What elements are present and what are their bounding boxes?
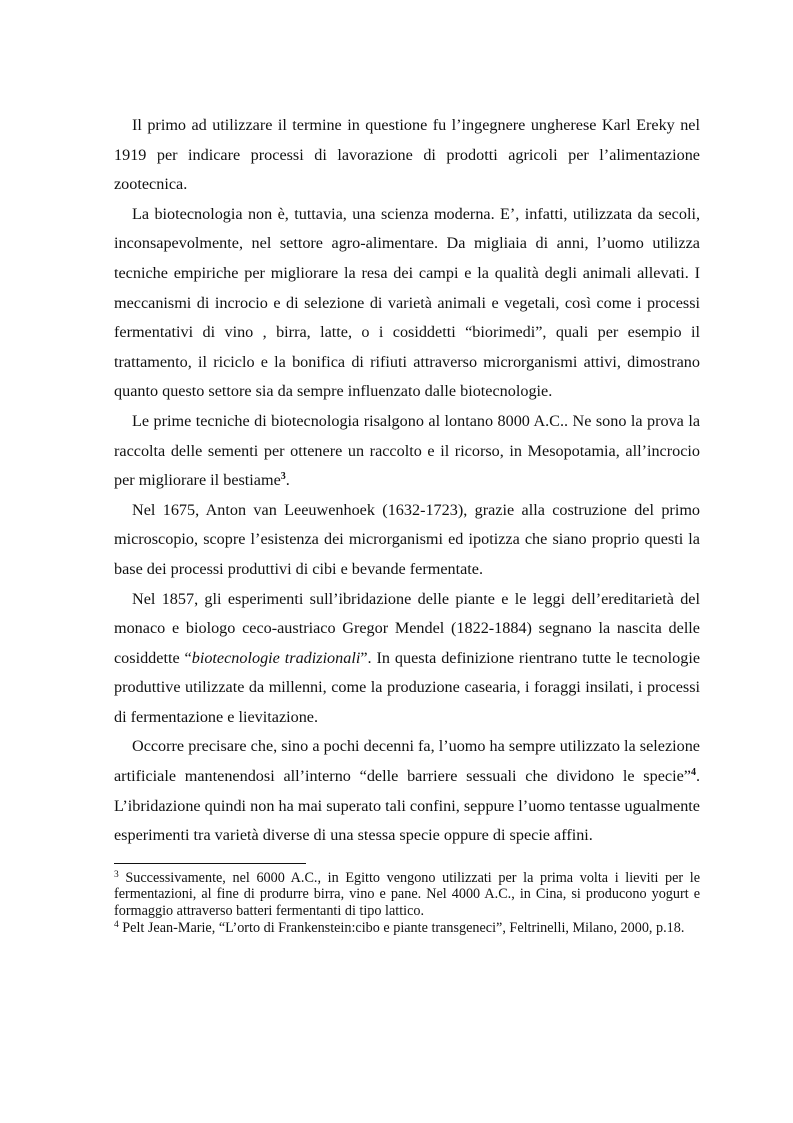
footnote-4 [114, 920, 700, 937]
footnote-text: Pelt Jean-Marie, “L’orto di Frankenstein:cibo e piante transgeneci”, Feltrinelli, Milano, 2000, p.18. [122, 919, 685, 936]
paragraph-text: ”. In questa definizione rientrano tutte le tecnologie produttive utilizzate da millenni, come la produzione casearia, i foraggi insilati, i processi di fermentazione e lievitazione. [114, 648, 701, 726]
paragraph-text: Occorre precisare che, sino a pochi decenni fa, l’uomo ha sempre utilizzato la selezione artificiale mantenendosi all’interno “delle barriere sessuali che dividono le specie” [114, 737, 700, 786]
footnote-number: 3 [114, 869, 119, 880]
paragraph-karl-ereky: Il primo ad utilizzare il termine in questione fu l’ingegnere ungherese Karl Ereky nel 1919 per indicare processi di lavorazione di prodotti agricoli per l’alimentazione zootecnica. [114, 116, 700, 194]
paragraph-mendel [114, 585, 700, 733]
paragraph-biotecnologia-non-moderna: La biotecnologia non è, tuttavia, una scienza moderna. E’, infatti, utilizzata da secoli, inconsapevolmente, nel settore agro-alimentare. Da migliaia di anni, l’uomo utilizza tecniche empiriche per migliorare la resa dei campi e la qualità degli animali allevati. I meccanismi di incrocio e di selezione di varietà animali e vegetali, così come i processi fermentativi di vino , birra, latte, o i cosiddetti “biorimedi”, quali per esempio il trattamento, il riciclo e la bonifica di rifiuti attraverso microrganismi attivi, dimostrano quanto questo settore sia da sempre influenzato dalle biotecnologie. [114, 204, 700, 401]
footnote-3 [114, 870, 700, 920]
paragraph-text: . [285, 471, 290, 490]
paragraph-text: . L’ibridazione quindi non ha mai superato tali confini, seppure l’uomo tentasse ugualmente esperimenti tra varietà diverse di una stessa specie oppure di specie affini. [114, 767, 700, 845]
footnote-text: Successivamente, nel 6000 A.C., in Egitto vengono utilizzati per la prima volta i lieviti per le fermentazioni, al fine di produrre birra, vino e pane. Nel 4000 A.C., in Cina, si producono yogurt e formaggio attraverso batteri fermentanti di tipo lattico. [114, 869, 701, 920]
paragraph-leeuwenhoek: Nel 1675, Anton van Leeuwenhoek (1632-1723), grazie alla costruzione del primo microscopio, scopre l’esistenza dei microrganismi ed ipotizza che siano proprio questi la base dei processi produttivi di cibi e bevande fermentate. [114, 500, 700, 578]
footnote-reference-3[interactable]: 3 [280, 471, 286, 483]
footnote-number: 4 [114, 919, 119, 930]
footnote-separator [114, 863, 306, 864]
paragraph-text: Nel 1857, gli esperimenti sull’ibridazione delle piante e le leggi dell’ereditarietà del monaco e biologo ceco-austriaco Gregor Mendel (1822-1884) segnano la nascita delle cosiddette “ [114, 589, 700, 667]
paragraph-selezione-artificiale [114, 732, 700, 850]
paragraph-prime-tecniche [114, 407, 700, 496]
footnote-reference-4[interactable]: 4 [690, 767, 696, 779]
italic-term: biotecnologie tradizionali [191, 648, 361, 667]
document-page [114, 111, 700, 936]
paragraph-text: Le prime tecniche di biotecnologia risalgono al lontano 8000 A.C.. Ne sono la prova la raccolta delle sementi per ottenere un raccolto e il ricorso, in Mesopotamia, all’incrocio per migliorare il bestiame [114, 411, 700, 490]
